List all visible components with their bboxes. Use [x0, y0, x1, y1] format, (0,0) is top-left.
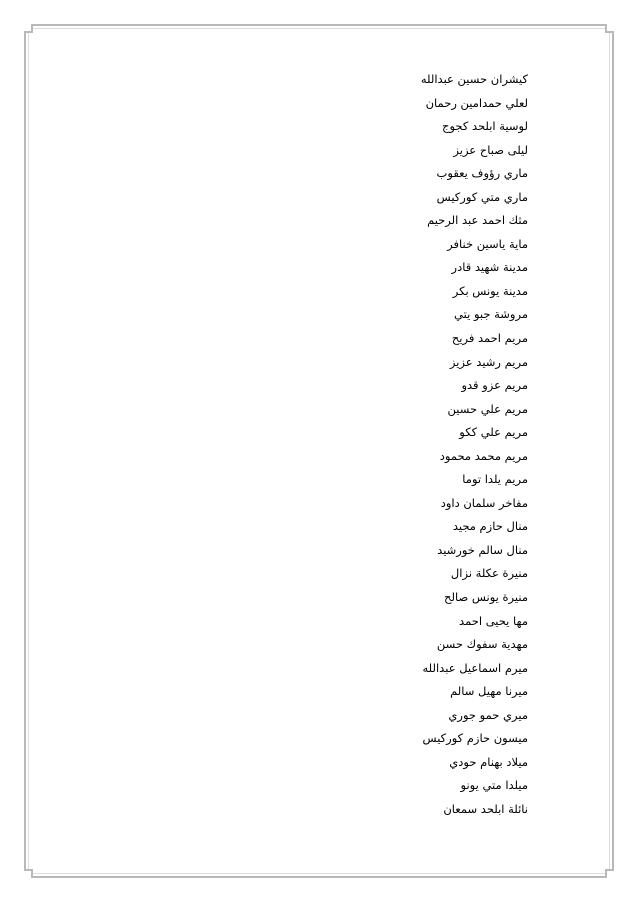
list-item: كيشران حسين عبدالله	[420, 72, 528, 86]
list-item: ميسون حازم كوركيس	[422, 731, 528, 746]
name-list	[421, 68, 528, 822]
list-item: منيرة عكلة نزال	[450, 566, 528, 581]
list-item: منيرة يونس صالح	[444, 590, 528, 605]
list-item: مثك احمد عبد الرحيم	[427, 213, 528, 228]
list-item: منال سالم خورشيد	[437, 542, 528, 557]
list-item: مريم علي ككو	[459, 425, 528, 440]
list-item: نائلة ابلحد سمعان	[443, 801, 528, 816]
list-item: مدينة شهيد قادر	[451, 260, 528, 275]
list-item: مروشة جبو يتي	[454, 307, 528, 322]
list-item: مريم علي حسين	[447, 401, 528, 416]
list-item: ميلاد بهنام حودي	[449, 754, 528, 769]
list-item: مريم رشيد عزيز	[449, 354, 528, 369]
corner-ornament-top-right	[605, 24, 614, 33]
list-item: لعلي حمدامين رحمان	[425, 95, 528, 110]
list-item: ميري حمو جوري	[448, 707, 528, 722]
list-item: مريم احمد فريح	[451, 331, 528, 346]
list-item: ميرنا مهيل سالم	[450, 684, 528, 699]
list-item: ماية ياسين خنافر	[447, 236, 528, 251]
list-item: منال حازم مجيد	[452, 519, 528, 534]
list-item: مهدية سفوك حسن	[436, 637, 528, 652]
list-item: مدينة يونس بكر	[452, 283, 528, 298]
corner-ornament-bottom-right	[605, 869, 614, 878]
list-item: ميلدا متي يونو	[460, 778, 528, 793]
corner-ornament-top-left	[24, 24, 33, 33]
list-item: لوسية ابلحد كجوج	[442, 119, 528, 134]
list-item: مها يحيى احمد	[459, 613, 528, 628]
list-item: ماري متي كوركيس	[436, 189, 528, 204]
list-item: ماري رؤوف يعقوب	[436, 166, 528, 181]
list-item: مريم عزو قدو	[461, 378, 528, 393]
list-item: ليلى صباح عزيز	[453, 142, 528, 157]
list-item: ميرم اسماعيل عبدالله	[422, 660, 528, 675]
list-item: مفاخر سلمان داود	[440, 495, 528, 510]
list-item: مريم محمد محمود	[439, 448, 528, 463]
corner-ornament-bottom-left	[24, 869, 33, 878]
list-item: مريم يلدا توما	[462, 472, 528, 487]
